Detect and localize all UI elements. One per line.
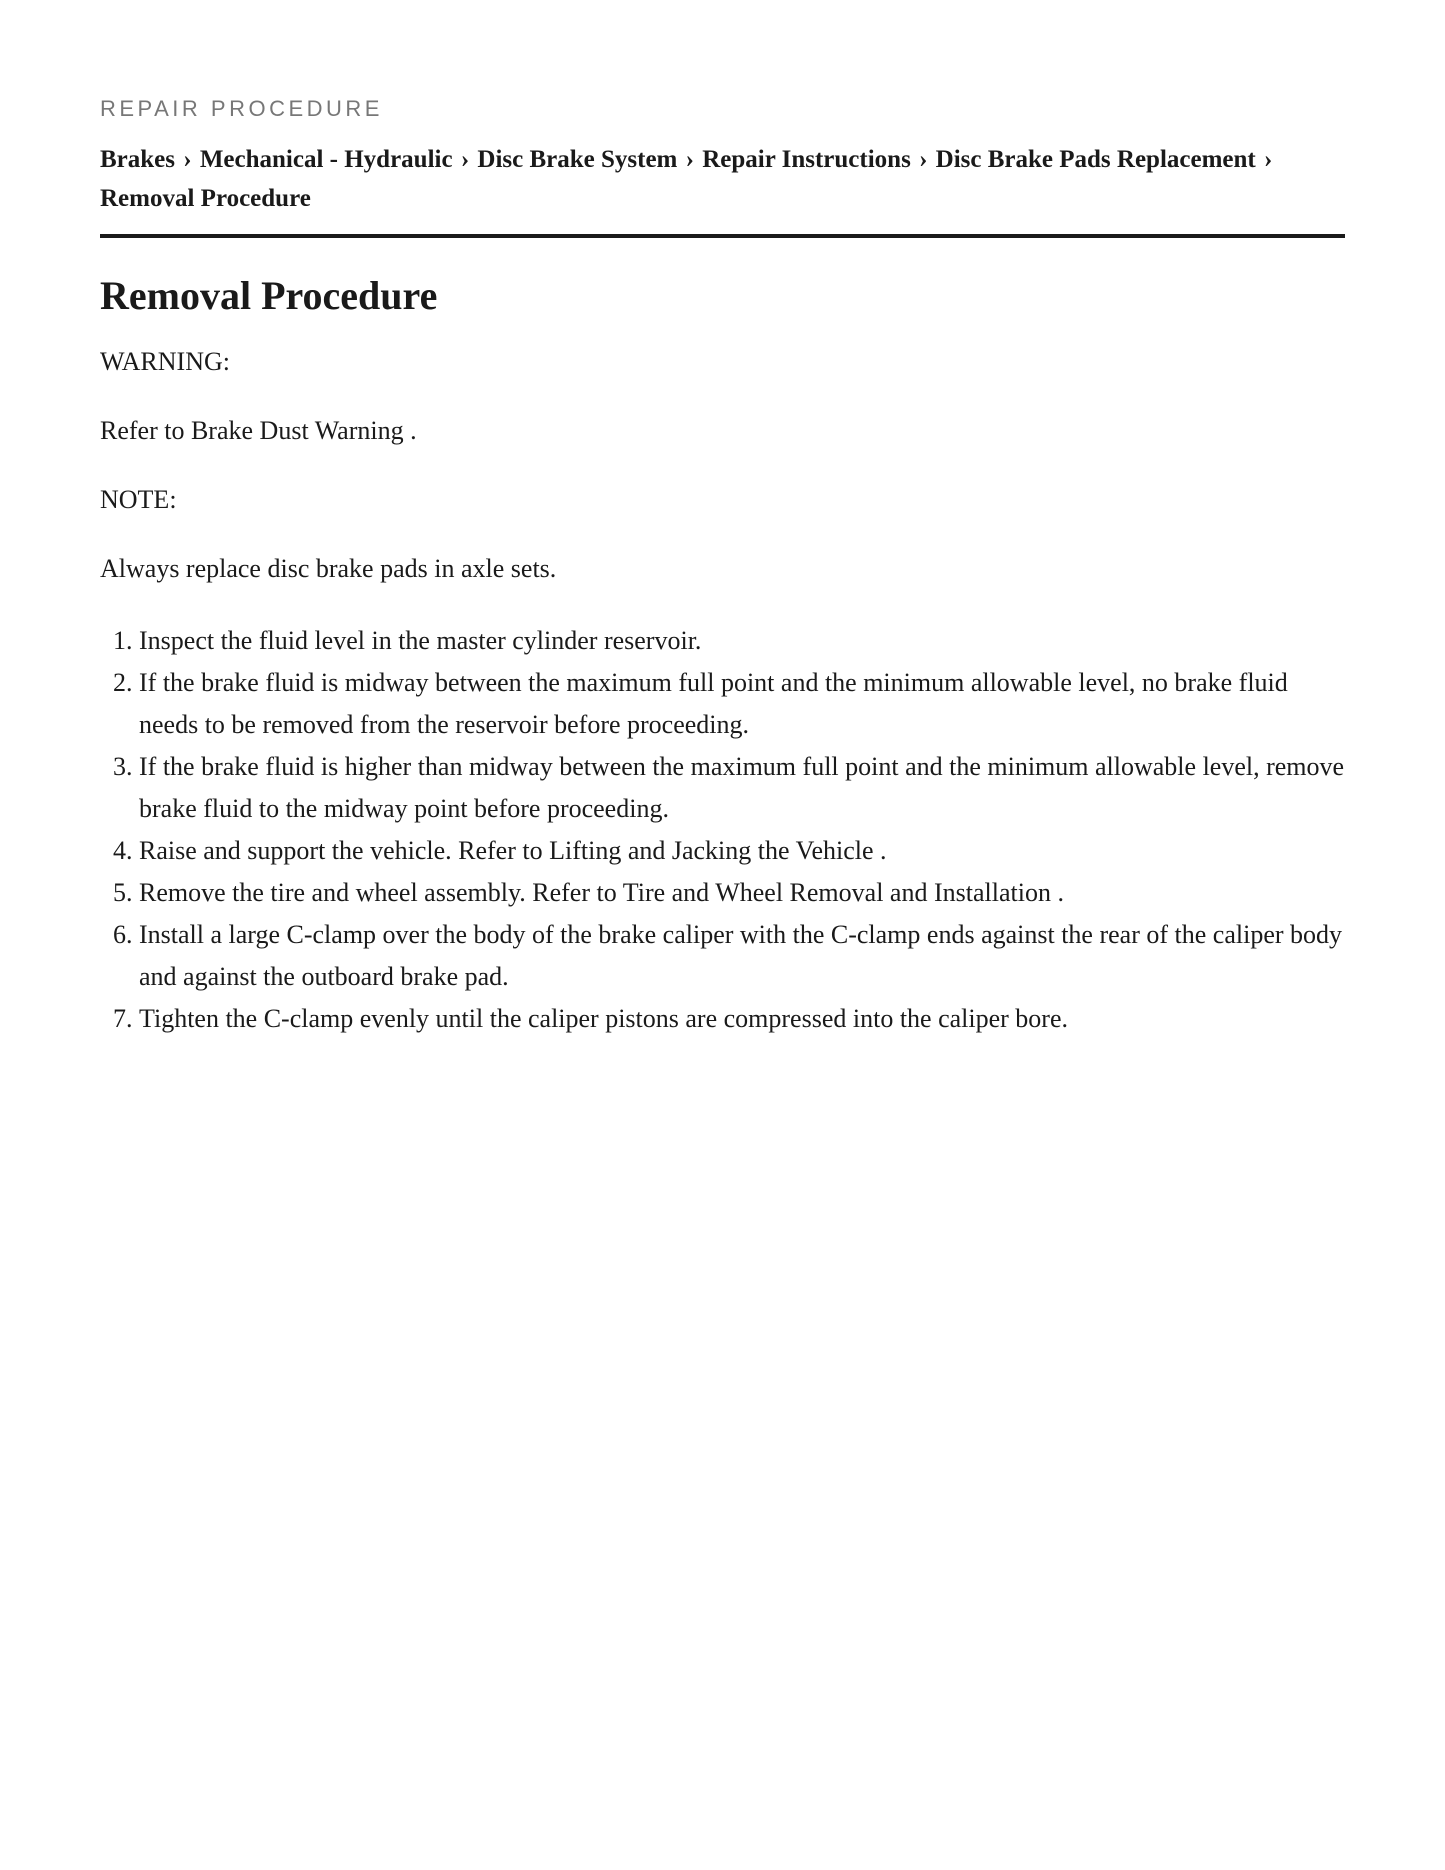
note-label: NOTE: <box>100 485 177 514</box>
procedure-step <box>139 620 1345 662</box>
procedure-step <box>139 746 1345 830</box>
breadcrumb-separator: › <box>460 146 470 173</box>
step-text: If the brake fluid is midway between the maximum full point and the minimum allowable level, no brake fluid needs to be removed from the reservoir before proceeding. <box>139 668 1288 739</box>
breadcrumb-item-removal-procedure: Removal Procedure <box>100 185 311 212</box>
step-suffix: . <box>1050 878 1064 907</box>
procedure-step <box>139 830 1345 872</box>
note-text: Always replace disc brake pads in axle sets. <box>100 554 557 583</box>
warning-text <box>100 413 1345 449</box>
breadcrumb-item-mechanical-hydraulic[interactable]: Mechanical - Hydraulic <box>199 146 453 173</box>
warning-text-prefix: Refer to <box>100 416 191 445</box>
step-text: If the brake fluid is higher than midway between the maximum full point and the minimum allowable level, remove brake fluid to the midway point before proceeding. <box>139 752 1345 823</box>
breadcrumb-separator: › <box>183 146 192 173</box>
step-text: Inspect the fluid level in the master cylinder reservoir. <box>139 626 702 655</box>
breadcrumb-item-disc-brake-system[interactable]: Disc Brake System <box>477 146 678 173</box>
step-text: Install a large C-clamp over the body of the brake caliper with the C-clamp ends against the rear of the caliper body and against the outboard brake pad. <box>139 920 1343 991</box>
tire-wheel-removal-link[interactable]: Tire and Wheel Removal and Installation <box>622 878 1051 907</box>
breadcrumb <box>100 140 1345 238</box>
warning-label: WARNING: <box>100 347 230 376</box>
step-text: Tighten the C-clamp evenly until the caliper pistons are compressed into the caliper bore. <box>139 1004 1069 1033</box>
breadcrumb-separator: › <box>1263 146 1273 173</box>
lifting-jacking-link[interactable]: Lifting and Jacking the Vehicle <box>549 836 874 865</box>
step-text: Remove the tire and wheel assembly. Refer to <box>139 878 623 907</box>
procedure-steps <box>100 620 1345 1040</box>
procedure-step <box>139 914 1345 998</box>
step-text: Raise and support the vehicle. Refer to <box>139 836 550 865</box>
breadcrumb-separator: › <box>919 146 928 173</box>
procedure-step <box>139 872 1345 914</box>
breadcrumb-item-repair-instructions[interactable]: Repair Instructions <box>702 146 911 173</box>
brake-dust-warning-link[interactable]: Brake Dust Warning <box>190 416 404 445</box>
page-title: Removal Procedure <box>100 273 438 318</box>
section-kicker: REPAIR PROCEDURE <box>100 96 383 121</box>
procedure-step <box>139 998 1345 1040</box>
breadcrumb-separator: › <box>685 146 694 173</box>
breadcrumb-item-brakes[interactable]: Brakes <box>100 146 175 173</box>
step-suffix: . <box>873 836 887 865</box>
breadcrumb-item-disc-brake-pads-replacement[interactable]: Disc Brake Pads Replacement <box>935 146 1256 173</box>
warning-text-suffix: . <box>403 416 417 445</box>
procedure-step <box>139 662 1345 746</box>
